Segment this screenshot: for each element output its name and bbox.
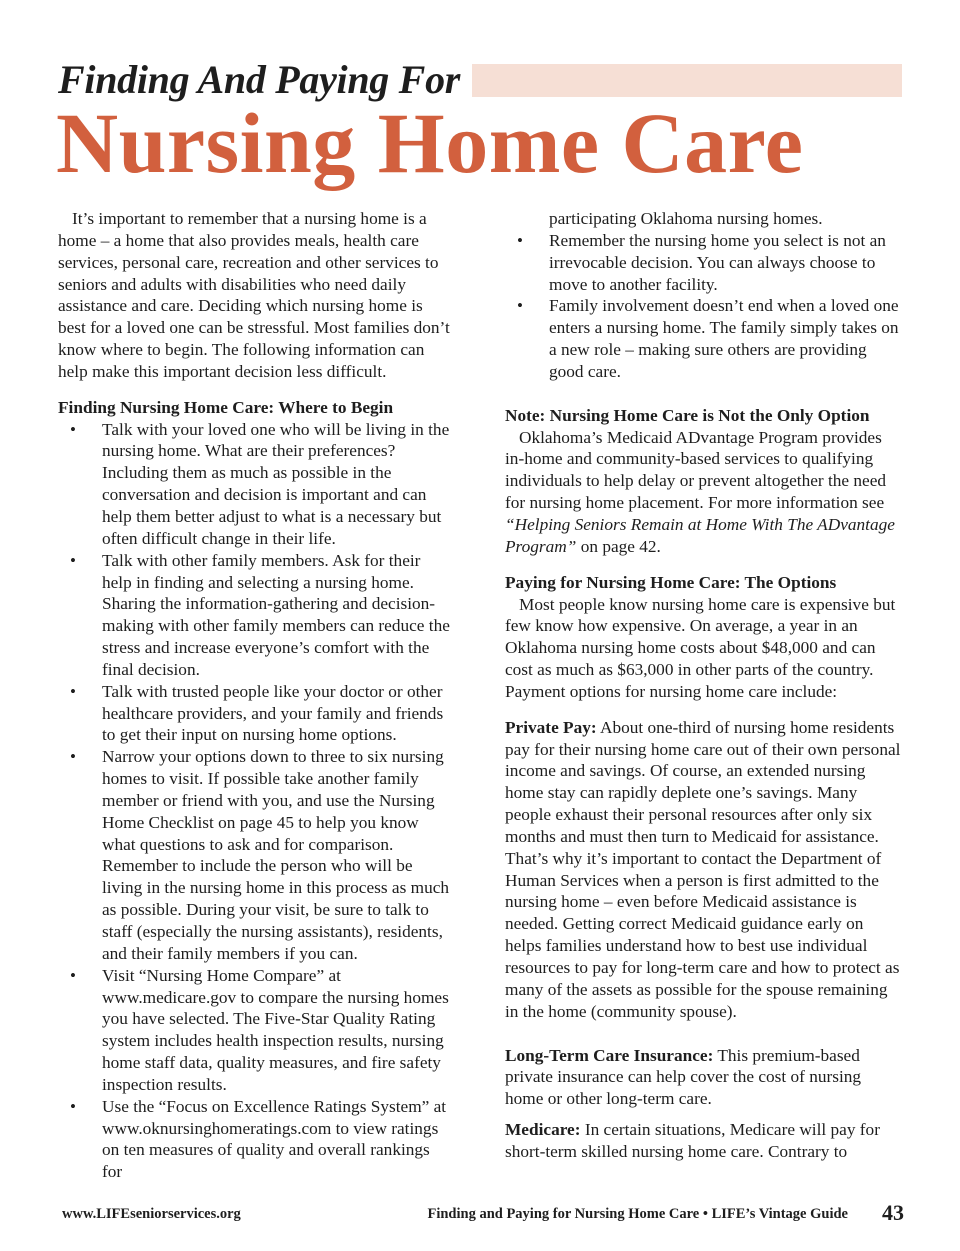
footer-website: www.LIFEseniorservices.org: [62, 1206, 241, 1222]
list-item: • Talk with trusted people like your doctor or other healthcare providers, and your family and friends to get their input on nursing home options.: [58, 681, 454, 747]
ltc-insurance-body: This premium-based private insurance can help cover the cost of nursing home or other long-term care.: [505, 1045, 862, 1109]
right-column: [505, 208, 903, 1163]
private-pay-body: About one-third of nursing home residents pay for their nursing home care out of their own personal income and savings. Of course, an extended nursing home stay can rapidly deplete one’s savings. Many people exhaust their personal resources after only six months and must then turn to Medicaid for assistance. That’s why it’s important to contact the Department of Human Services when a person is first admitted to the nursing home – even before Medicaid assistance is needed. Getting correct Medicaid guidance early on helps families understand how to best use individual resources to pay for long-term care and how to protect as many of the assets as possible for the spouse remaining in the home (community spouse).: [505, 717, 901, 1021]
header-kicker: Finding And Paying For: [58, 57, 461, 102]
ltc-insurance-paragraph: [505, 1045, 903, 1111]
list-item: • Remember the nursing home you select is not an irrevocable decision. You can always choose to move to another facility.: [505, 230, 903, 296]
ltc-insurance-label: Long-Term Care Insurance:: [505, 1045, 714, 1065]
section-heading-paying: Paying for Nursing Home Care: The Options: [505, 572, 837, 592]
medicare-body: In certain situations, Medicare will pay for short-term skilled nursing home care. Contrary to: [505, 1120, 880, 1161]
left-column: [58, 208, 454, 1183]
paying-paragraph: Most people know nursing home care is expensive but few know how expensive. On average, a year in an Oklahoma nursing home costs about $48,000 and can cost as much as $63,000 in other parts of the country. Payment options for nursing home care include:: [505, 594, 896, 701]
medicare-label: Medicare:: [505, 1120, 581, 1140]
header-accent-bar: [472, 64, 902, 97]
list-item: • Visit “Nursing Home Compare” at www.medicare.gov to compare the nursing homes you have selected. The Five-Star Quality Rating system includes health inspection results, nursing home staff data, quality measures, and fire safety inspection results.: [58, 965, 454, 1096]
page-title: Nursing Home Care: [56, 95, 804, 191]
note-paragraph: [505, 427, 903, 558]
continued-list-text: participating Oklahoma nursing homes.: [549, 209, 823, 228]
section-heading-note: Note: Nursing Home Care is Not the Only Option: [505, 405, 870, 425]
section-heading-where-to-begin: Finding Nursing Home Care: Where to Begin: [58, 397, 394, 417]
page-number: 43: [882, 1200, 904, 1225]
private-pay-paragraph: [505, 717, 903, 1023]
list-item: • Narrow your options down to three to six nursing homes to visit. If possible take another family member or friend with you, and use the Nursing Home Checklist on page 45 to help you know what questions to ask and for comparison. Remember to include the person who will be living in the nursing home in this process as much as possible. During your visit, be sure to talk to staff (especially the nursing assistants), residents, and their family members if you can.: [58, 746, 454, 964]
note-reference: “Helping Seniors Remain at Home With The ADvantage Program”: [505, 514, 895, 556]
where-to-begin-list: [58, 419, 454, 1184]
medicare-paragraph: [505, 1119, 903, 1163]
footer-guide-title: Finding and Paying for Nursing Home Care • LIFE’s Vintage Guide: [427, 1206, 848, 1222]
continued-list: [505, 230, 903, 383]
private-pay-label: Private Pay:: [505, 717, 597, 737]
note-body: Oklahoma’s Medicaid ADvantage Program provides in-home and community-based services to qualifying individuals to help delay or prevent altogether the need for nursing home placement. For more information see: [505, 427, 887, 513]
list-item: • Talk with your loved one who will be living in the nursing home. What are their preferences? Including them as much as possible in the conversation and decision is important and can help them better adjust to what is a necessary but often difficult change in their life.: [58, 419, 454, 550]
note-reference-suffix: on page 42.: [576, 536, 661, 556]
intro-paragraph: It’s important to remember that a nursing home is a home – a home that also provides meals, health care services, personal care, recreation and other services to seniors and adults with disabilities who need daily assistance and care. Deciding which nursing home is best for a loved one can be stressful. Most families don’t know where to begin. The following information can help make this important decision less difficult.: [58, 209, 450, 381]
list-item: • Family involvement doesn’t end when a loved one enters a nursing home. The family simply takes on a new role – making sure others are providing good care.: [505, 295, 903, 382]
list-item: • Use the “Focus on Excellence Ratings System” at www.oknursinghomeratings.com to view ratings on ten measures of quality and overall rankings for: [58, 1096, 454, 1183]
list-item: • Talk with other family members. Ask for their help in finding and selecting a nursing home. Sharing the information-gathering and decision-making with other family members can reduce the stress and increase everyone’s comfort with the final decision.: [58, 550, 454, 681]
